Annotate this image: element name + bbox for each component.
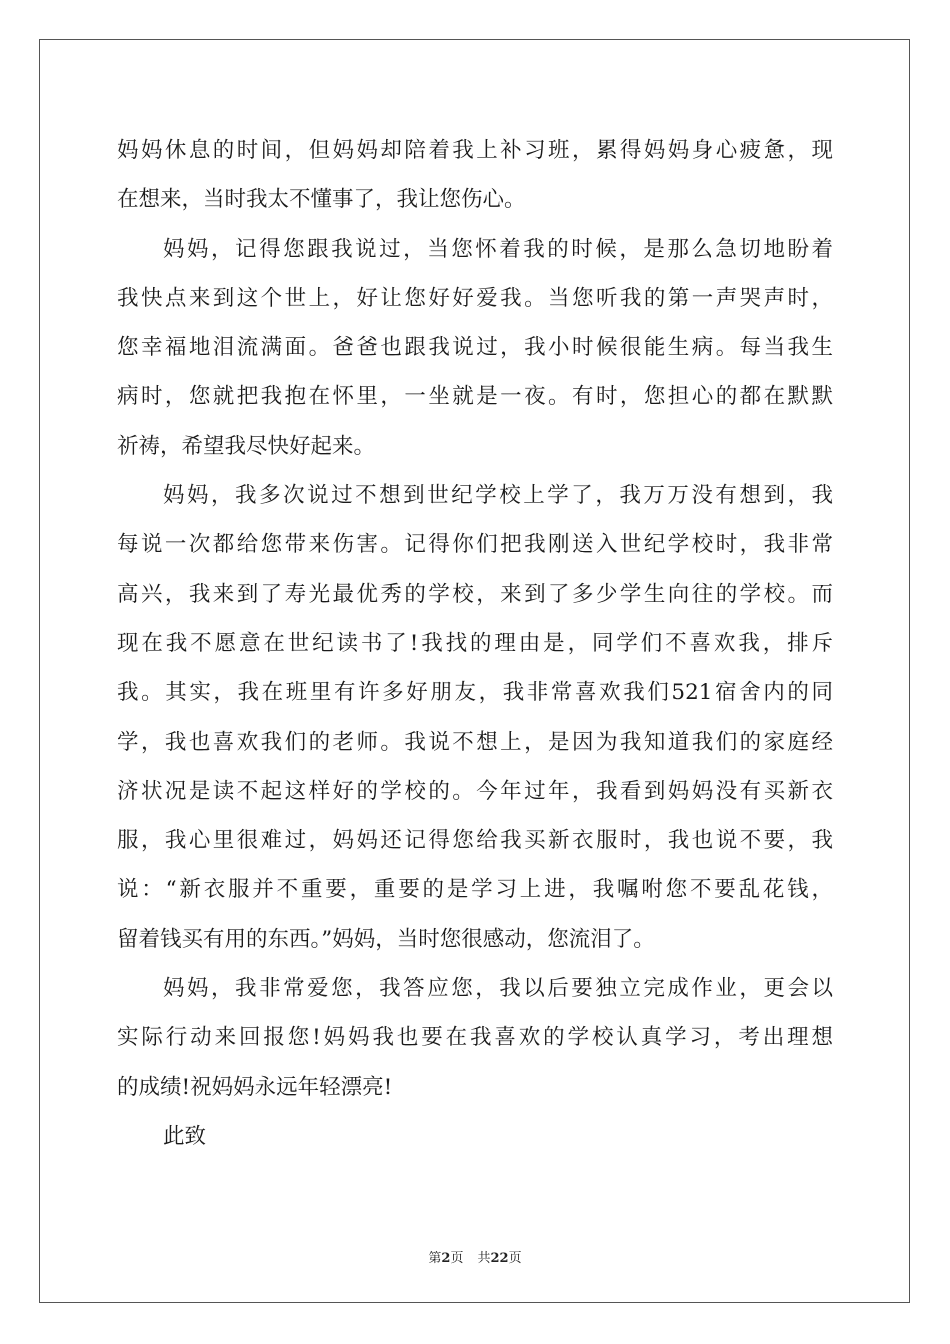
closing-salutation: 此致	[163, 1123, 207, 1149]
text-line: 高兴，我来到了寿光最优秀的学校，来到了多少学生向往的学校。而	[117, 581, 833, 607]
text-line: 现在我不愿意在世纪读书了!我找的理由是，同学们不喜欢我，排斥	[117, 630, 833, 656]
page-footer	[0, 1247, 950, 1266]
text-line: 妈妈休息的时间，但妈妈却陪着我上补习班，累得妈妈身心疲惫，现	[117, 138, 833, 163]
paragraph-first-line: 妈妈，记得您跟我说过，当您怀着我的时候，是那么急切地盼着	[163, 236, 833, 262]
page-prefix: 第	[428, 1251, 442, 1266]
page-suffix: 页	[450, 1251, 464, 1266]
page-number: 2	[441, 1251, 451, 1266]
text-line: 留着钱买有用的东西。”妈妈，当时您很感动，您流泪了。	[117, 926, 655, 952]
letter-body	[117, 126, 833, 1161]
total-prefix: 共	[477, 1251, 491, 1266]
text-line: 祈祷，希望我尽快好起来。	[117, 433, 376, 459]
text-line: 服，我心里很难过，妈妈还记得您给我买新衣服时，我也说不要，我	[117, 828, 833, 854]
text-line: 在想来，当时我太不懂事了，我让您伤心。	[117, 187, 526, 213]
total-pages: 22	[490, 1251, 509, 1266]
paragraph-first-line: 妈妈，我非常爱您，我答应您，我以后要独立完成作业，更会以	[163, 976, 833, 1002]
text-line: 每说一次都给您带来伤害。记得你们把我刚送入世纪学校时，我非常	[117, 532, 833, 558]
text-line: 实际行动来回报您!妈妈我也要在我喜欢的学校认真学习，考出理想	[117, 1025, 833, 1051]
text-line: 我快点来到这个世上，好让您好好爱我。当您听我的第一声哭声时，	[117, 285, 833, 311]
paragraph-first-line: 妈妈，我多次说过不想到世纪学校上学了，我万万没有想到，我	[163, 483, 833, 509]
text-line: 我。其实，我在班里有许多好朋友，我非常喜欢我们521宿舍内的同	[117, 680, 833, 706]
total-suffix: 页	[508, 1251, 522, 1266]
text-line: 您幸福地泪流满面。爸爸也跟我说过，我小时候很能生病。每当我生	[117, 335, 833, 361]
text-line: 的成绩!祝妈妈永远年轻漂亮!	[117, 1074, 393, 1100]
text-line: 学，我也喜欢我们的老师。我说不想上，是因为我知道我们的家庭经	[117, 729, 833, 755]
text-line: 病时，您就把我抱在怀里，一坐就是一夜。有时，您担心的都在默默	[117, 384, 833, 410]
text-line: 说：“新衣服并不重要，重要的是学习上进，我嘱咐您不要乱花钱，	[117, 877, 833, 903]
text-line: 济状况是读不起这样好的学校的。今年过年，我看到妈妈没有买新衣	[117, 778, 833, 804]
